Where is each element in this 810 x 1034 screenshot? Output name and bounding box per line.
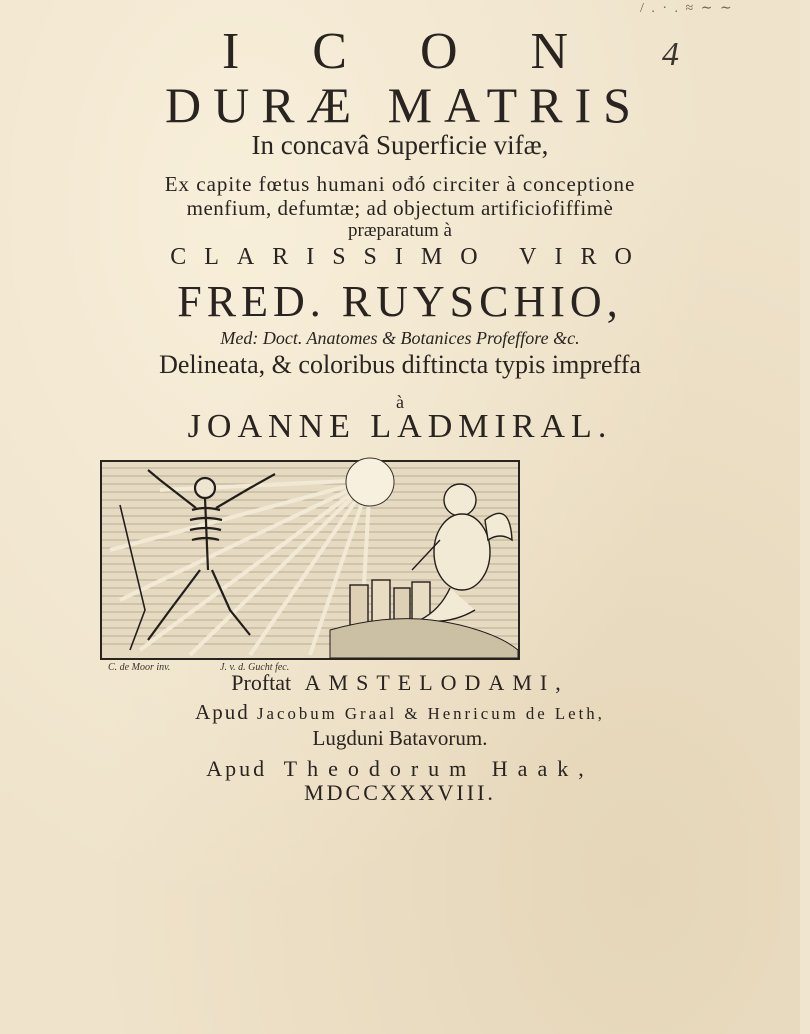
dedication-clarissimo: CLARISSIMO VIRO	[170, 244, 650, 270]
sun	[346, 458, 394, 506]
imprint-apud-1	[0, 700, 800, 725]
dedicatee-titles: Med: Doct. Anatomes & Botanices Profeffore &c.	[220, 328, 580, 348]
imprint-apud-2	[0, 756, 800, 782]
plate-signature-right: J. v. d. Gucht fec.	[220, 662, 290, 673]
plate-signature-left: C. de Moor inv.	[108, 662, 171, 673]
title-subtitle: In concavâ Superficie vifæ,	[251, 130, 549, 160]
imprint-publishers: Jacobum Graal & Henricum de Leth,	[257, 704, 605, 723]
description-line-1: Ex capite fœtus humani ođó circiter à conceptione	[164, 172, 636, 196]
delineation-a: à	[396, 392, 404, 412]
engraved-plate	[100, 460, 520, 673]
imprint-publisher-2: Theodorum Haak,	[283, 756, 594, 781]
description-line-2: menfium, defumtæ; ad objectum artificiofiffimè	[186, 196, 614, 220]
dedicatee-name: FRED. RUYSCHIO,	[177, 277, 623, 326]
folio-number: 4	[662, 36, 679, 73]
corner-annotation: / . · . ≈ ∼ ∼	[640, 1, 734, 16]
imprint-prostat	[0, 670, 800, 696]
title-icon: I C O N	[221, 23, 599, 80]
imprint-year: MDCCXXXVIII.	[304, 780, 496, 805]
delineation-line: Delineata, & coloribus diftincta typis impreffa	[159, 350, 641, 379]
imprint-prostat-label: Proftat	[231, 670, 292, 695]
artist-name: JOANNE LADMIRAL.	[187, 408, 613, 445]
imprint-city: AMSTELODAMI,	[304, 670, 569, 695]
imprint-apud-1-label: Apud	[195, 700, 250, 724]
imprint-apud-2-label: Apud	[206, 756, 268, 781]
title-durae-matris: DURÆ MATRIS	[165, 77, 643, 133]
description-line-3: præparatum à	[348, 220, 452, 241]
imprint-lugduni: Lugduni Batavorum.	[312, 726, 488, 750]
